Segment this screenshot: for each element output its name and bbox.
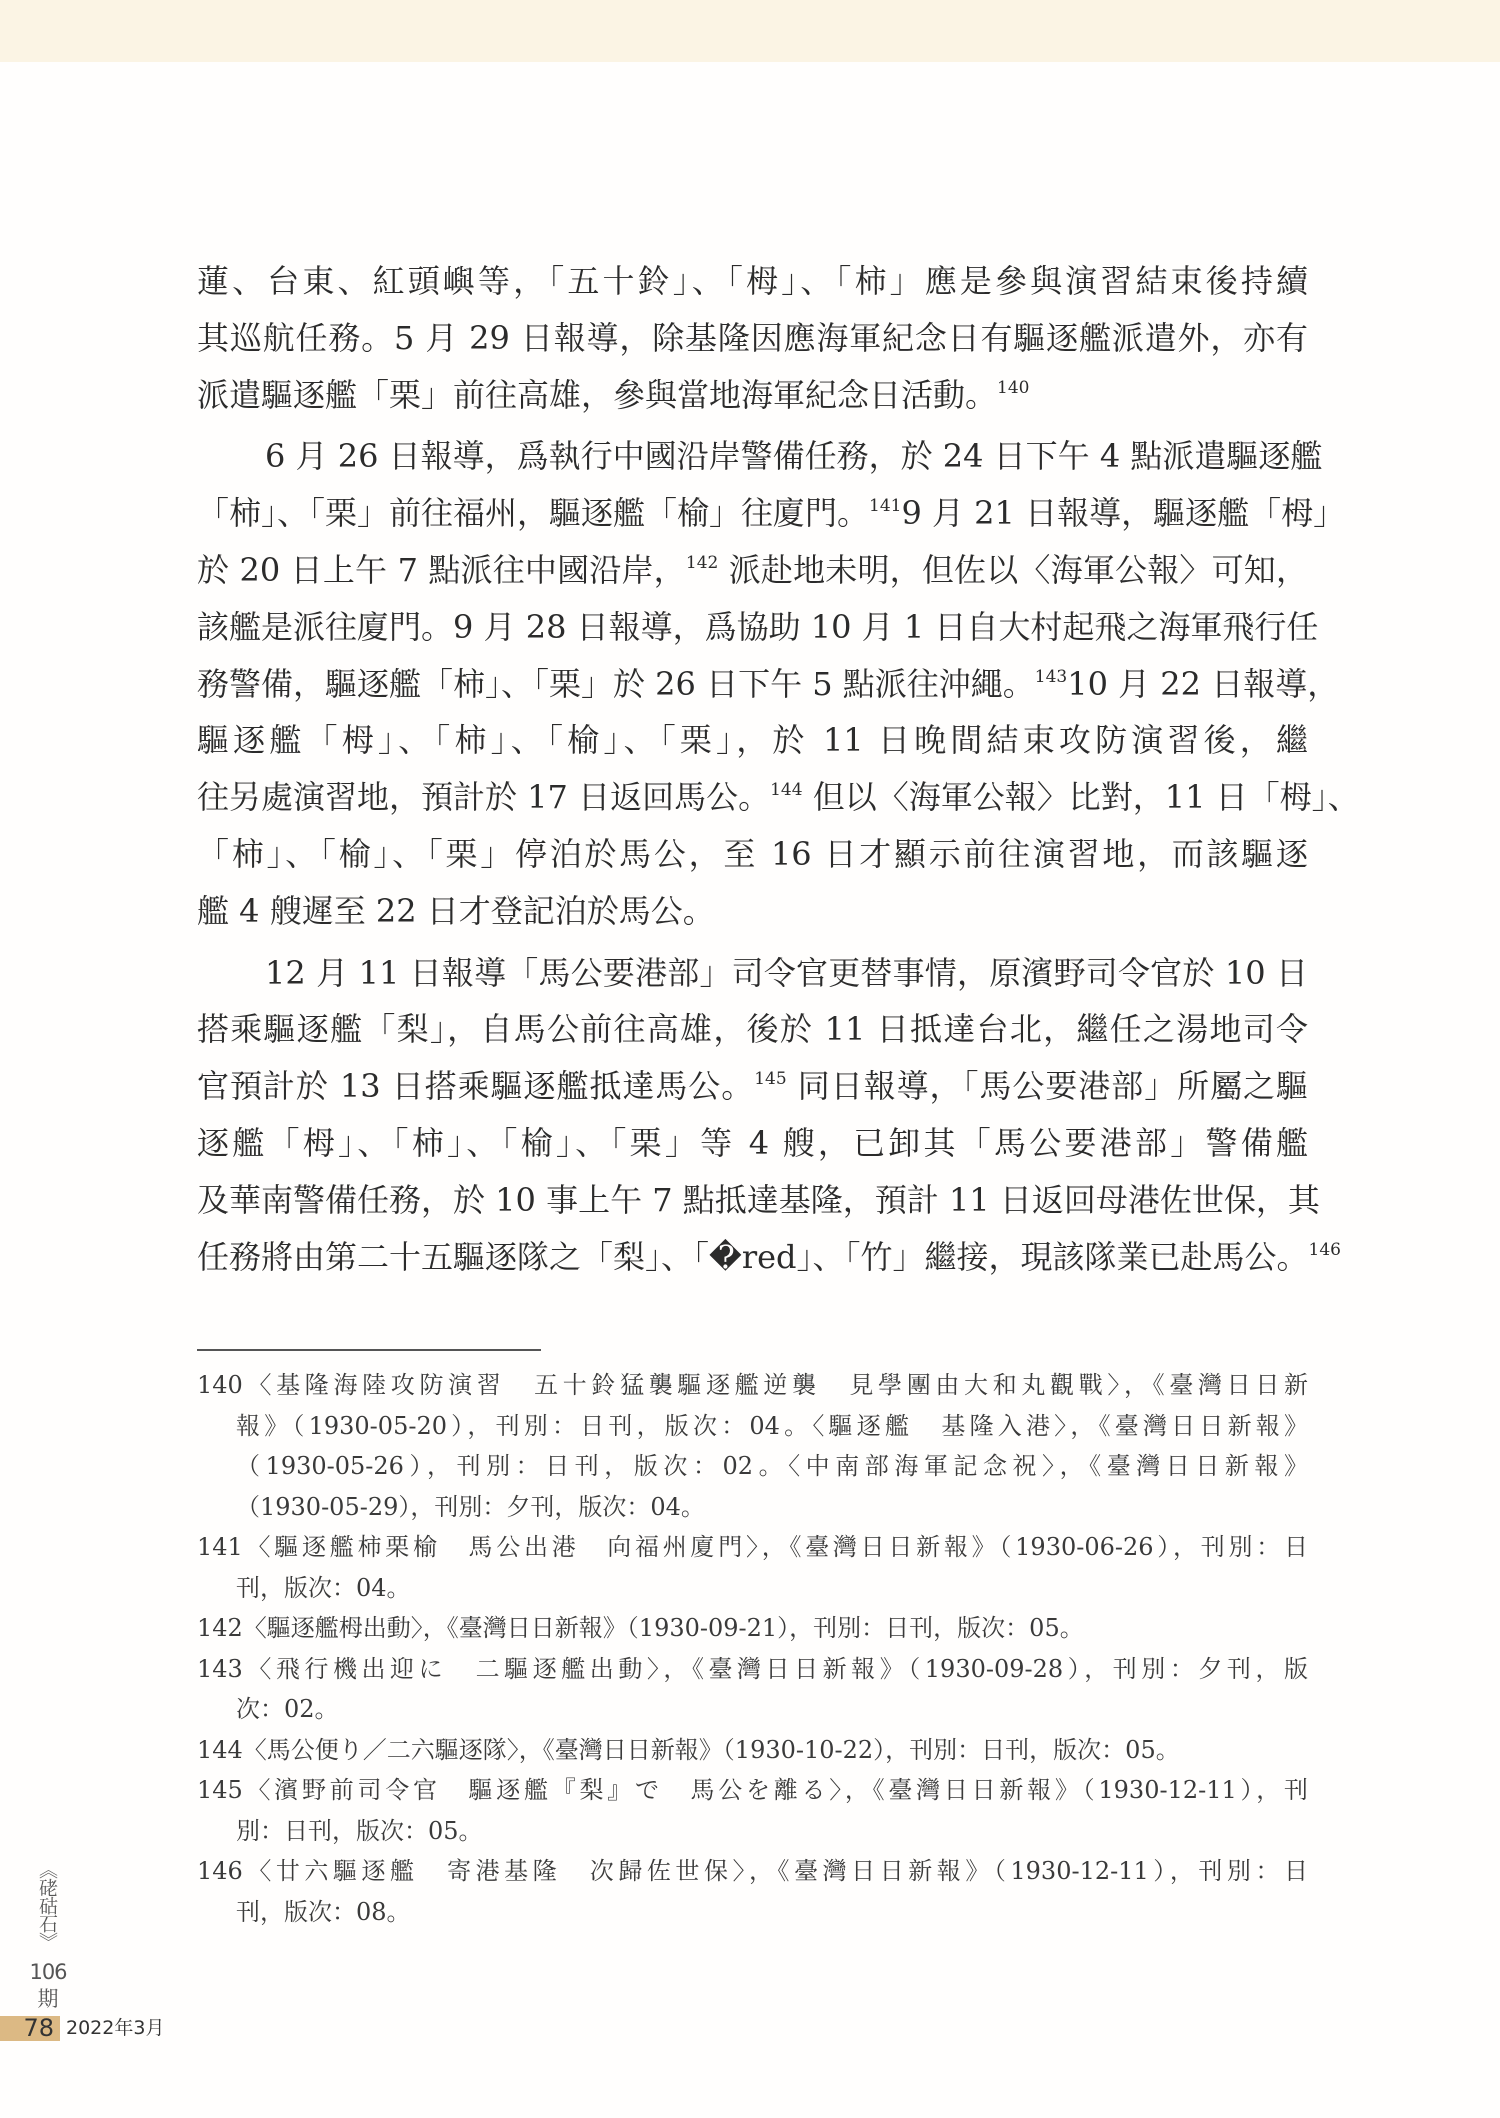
footnote-ref[interactable]: 144 [770,780,803,801]
footnote-line: 刊，版次：04。 [236,1573,411,1602]
page-number: 78 [23,2014,54,2042]
journal-title: 《硓𥑮石》 [36,1860,58,1950]
text-segment: 6 月 26 日報導，爲執行中國沿岸警備任務，於 24 日下午 4 點派遣驅逐艦 [265,437,1323,476]
text-segment: 派遣驅逐艦「栗」前往高雄，參與當地海軍紀念日活動。 [197,375,998,414]
body-line [197,599,1319,656]
footnote-ref[interactable]: 143 [1034,666,1068,687]
text-segment: 但以〈海軍公報〉比對，11 日「栂」、 [802,778,1360,817]
footnote-line: 141〈驅逐艦柿栗榆 馬公出港 向福州廈門〉，《臺灣日日新報》（1930-06-26），刊別：日 [197,1533,1308,1561]
text-segment: 於 20 日上午 7 點派往中國沿岸， [197,550,686,589]
text-segment: 其巡航任務。5 月 29 日報導，除基隆因應海軍紀念日有驅逐艦派遣外，亦有 [197,318,1308,357]
body-line [197,1058,1308,1115]
body-line [197,1172,1320,1229]
body-line [197,945,1308,1002]
text-segment: 務警備，驅逐艦「柿」、「栗」於 26 日下午 5 點派往沖繩。 [197,664,1035,703]
text-segment: 搭乘驅逐艦「梨」，自馬公前往高雄，後於 11 日抵達台北，繼任之湯地司令 [197,1010,1308,1049]
text-segment: 9 月 21 日報導，驅逐艦「栂」 [901,494,1346,533]
text-segment: 蓮、台東、紅頭嶼等，「五十鈴」、「栂」、「柿」應是參與演習結束後持續 [197,262,1308,300]
footnote-ref[interactable]: 146 [1308,1239,1341,1260]
issue-date: 2022年3月 [66,2017,165,2039]
body-line [197,769,1360,826]
body-line [197,883,1308,940]
body-line [197,428,1323,485]
footnote-line: 別：日刊，版次：05。 [236,1816,483,1845]
body-line [197,1001,1308,1058]
text-segment: 逐艦「栂」、「柿」、「榆」、「栗」等 4 艘，已卸其「馬公要港部」警備艦 [197,1123,1308,1162]
footnote-ref[interactable]: 141 [869,496,902,517]
body-line [197,826,1308,883]
footnote-line: 次：02。 [236,1695,339,1723]
footnote-line: 146〈廿六驅逐艦 寄港基隆 次歸佐世保〉，《臺灣日日新報》（1930-12-11），刊別：日 [197,1857,1308,1885]
footnote-line: （1930-05-29），刊別：夕刊，版次：04。 [236,1492,705,1521]
text-segment: 10 月 22 日報導， [1067,664,1340,703]
footnote-line: （1930-05-26），刊別：日刊，版次：02。〈中南部海軍記念祝〉，《臺灣日日新報》 [236,1452,1308,1480]
body-line [197,310,1308,367]
footnote-line: 142〈驅逐艦栂出動〉，《臺灣日日新報》（1930-09-21），刊別：日刊，版次：05。 [197,1614,1084,1642]
text-segment: 驅逐艦「栂」、「柿」、「榆」、「栗」，於 11 日晚間結束攻防演習後，繼 [197,721,1308,760]
footnote-line: 144〈馬公便り／二六驅逐隊〉，《臺灣日日新報》（1930-10-22），刊別：日刊，版次：05。 [197,1735,1180,1764]
footnote-ref[interactable]: 145 [754,1069,787,1090]
body-line [197,485,1346,542]
body-line [197,712,1308,769]
text-segment: 該艦是派往廈門。9 月 28 日報導，爲協助 10 月 1 日自大村起飛之海軍飛行任 [197,607,1319,646]
text-segment: 「柿」、「栗」前往福州，驅逐艦「榆」往廈門。 [197,494,870,533]
article-body [197,253,1360,1285]
body-line [197,1115,1308,1172]
issue-suffix: 期 [37,1987,59,2011]
text-segment: 及華南警備任務，於 10 事上午 7 點抵達基隆，預計 11 日返回母港佐世保，其 [197,1180,1320,1219]
body-line [197,656,1340,713]
body-line [197,367,1308,424]
text-segment: 派赴地未明，但佐以〈海軍公報〉可知， [718,550,1308,589]
body-line [197,253,1308,310]
page-number-tab [0,2016,60,2041]
text-segment: 「柿」、「榆」、「栗」停泊於馬公，至 16 日才顯示前往演習地，而該驅逐 [197,834,1308,873]
footnote-line: 143〈飛行機出迎に 二驅逐艦出動〉，《臺灣日日新報》（1930-09-28），刊別：夕刊，版 [197,1654,1308,1683]
top-decorative-band [0,0,1500,62]
text-segment: 艦 4 艘遲至 22 日才登記泊於馬公。 [197,891,715,930]
footnote-ref[interactable]: 140 [997,377,1030,398]
footnote-ref[interactable]: 142 [685,552,719,573]
issue-number: 106 [29,1960,67,1984]
footnote-line: 140〈基隆海陸攻防演習 五十鈴猛襲驅逐艦逆襲 見學團由大和丸觀戰〉，《臺灣日日新 [197,1371,1308,1399]
text-segment: 12 月 11 日報導「馬公要港部」司令官更替事情，原濱野司令官於 10 日 [265,953,1308,992]
text-segment: 官預計於 13 日搭乘驅逐艦抵達馬公。 [197,1067,755,1106]
footnote-line: 報》（1930-05-20），刊別：日刊，版次：04。〈驅逐艦 基隆入港〉，《臺灣日日新報》 [236,1411,1308,1440]
footnote-divider [197,1349,541,1351]
body-line [197,542,1308,599]
footnote-line: 145〈濱野前司令官 驅逐艦『梨』で 馬公を離る〉，《臺灣日日新報》（1930-12-11），刊 [197,1776,1308,1804]
footnotes [197,1365,1308,1932]
body-line [197,1229,1341,1286]
text-segment: 任務將由第二十五驅逐隊之「梨」、「�red」、「竹」繼接，現該隊業已赴馬公。 [197,1237,1309,1276]
text-segment: 同日報導，「馬公要港部」所屬之驅 [786,1067,1308,1106]
text-segment: 往另處演習地，預計於 17 日返回馬公。 [197,778,771,817]
footnote-line: 刊，版次：08。 [236,1897,411,1926]
